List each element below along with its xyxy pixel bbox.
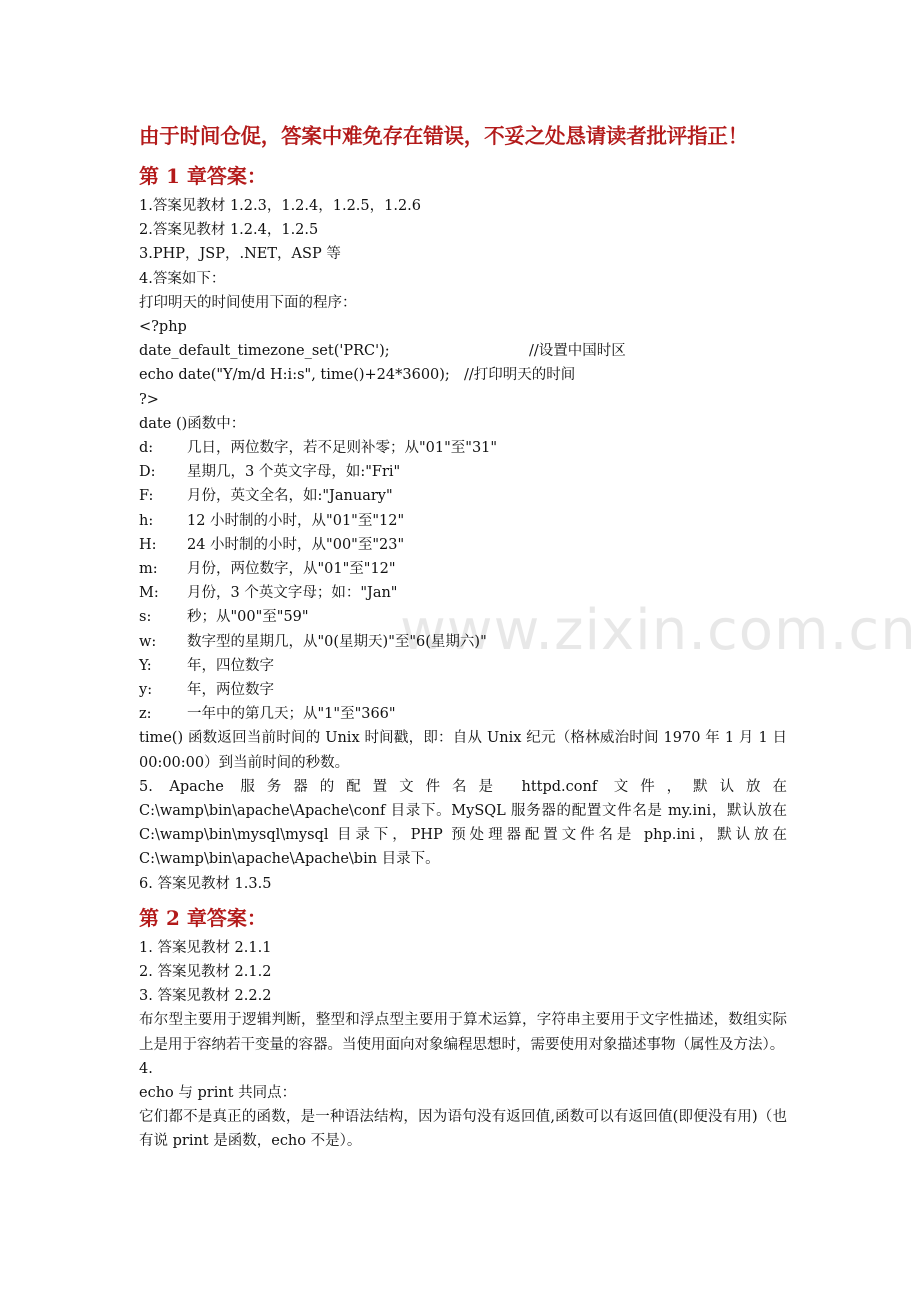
date-function-intro: date ()函数中：	[139, 415, 246, 432]
format-desc: 秒；从"00"至"59"	[187, 609, 309, 626]
format-desc: 星期几，3 个英文字母，如:"Fri"	[187, 464, 401, 481]
echo-print-heading: echo 与 print 共同点：	[139, 1085, 297, 1102]
format-row	[139, 678, 787, 702]
code-comment: //设置中国时区	[529, 343, 626, 360]
time-function-paragraph: time() 函数返回当前时间的 Unix 时间戳，即：自从 Unix 纪元（格林威治时间 1970 年 1 月 1 日 00:00:00）到当前时间的秒数。	[139, 730, 788, 771]
answer-line: 4.	[139, 1060, 153, 1077]
chapter-2-title: 第 2 章答案：	[139, 905, 267, 930]
document-page	[139, 118, 787, 1154]
format-row	[139, 436, 787, 460]
format-desc: 数字型的星期几，从"0(星期天)"至"6(星期六)"	[187, 633, 487, 650]
format-key: m:	[139, 561, 158, 578]
format-desc: 24 小时制的小时，从"00"至"23"	[187, 536, 405, 553]
format-desc: 月份，两位数字，从"01"至"12"	[187, 561, 396, 578]
format-desc: 年，两位数字	[187, 682, 274, 699]
format-row	[139, 557, 787, 581]
format-row	[139, 533, 787, 557]
format-row	[139, 509, 787, 533]
answer-line: 1. 答案见教材 2.1.1	[139, 939, 272, 956]
format-row	[139, 654, 787, 678]
answer-line: 3.PHP，JSP，.NET，ASP 等	[139, 246, 341, 263]
format-desc: 几日，两位数字，若不足则补零；从"01"至"31"	[187, 440, 498, 456]
format-desc: 一年中的第几天；从"1"至"366"	[187, 706, 396, 723]
format-key: h:	[139, 512, 154, 529]
notice-heading: 由于时间仓促，答案中难免存在错误，不妥之处恳请读者批评指正！	[139, 124, 748, 148]
format-desc: 月份，英文全名，如:"January"	[187, 488, 393, 505]
answer-line: 3. 答案见教材 2.2.2	[139, 988, 272, 1005]
format-row	[139, 702, 787, 726]
data-types-paragraph: 布尔型主要用于逻辑判断，整型和浮点型主要用于算术运算，字符串主要用于文字性描述，数组实际上是用于容纳若干变量的容器。当使用面向对象编程思想时，需要使用对象描述事物（属性及方法）。	[139, 1012, 787, 1053]
format-key: M:	[139, 585, 159, 602]
format-key: Y:	[139, 657, 152, 674]
format-key: D:	[139, 464, 156, 481]
format-key: s:	[139, 609, 152, 626]
format-desc: 年，四位数字	[187, 657, 274, 674]
answer-line: 打印明天的时间使用下面的程序：	[139, 294, 357, 311]
code-line	[139, 339, 787, 363]
code-open-tag: <?php	[139, 319, 187, 336]
answer-line: 2. 答案见教材 2.1.2	[139, 964, 272, 981]
answer-line: 6. 答案见教材 1.3.5	[139, 875, 272, 892]
chapter-1-section	[139, 158, 787, 896]
format-key: H:	[139, 536, 157, 553]
format-key: z:	[139, 706, 152, 723]
format-row	[139, 605, 787, 629]
format-desc: 月份，3 个英文字母；如："Jan"	[187, 585, 398, 602]
format-row	[139, 484, 787, 508]
chapter-2-section	[139, 900, 787, 1154]
format-key: F:	[139, 488, 154, 505]
code-comment: //打印明天的时间	[464, 367, 576, 384]
answer-line: 1.答案见教材 1.2.3，1.2.4，1.2.5，1.2.6	[139, 198, 422, 214]
date-format-list	[139, 436, 787, 726]
code-text: echo date("Y/m/d H:i:s", time()+24*3600);	[139, 367, 450, 384]
watermark: www.zixin.com.cn	[400, 598, 917, 663]
format-row	[139, 630, 787, 654]
format-row	[139, 460, 787, 484]
config-files-paragraph: 5. Apache 服务器的配置文件名是 httpd.conf 文件，默认放在 C:\wamp\bin\apache\Apache\conf 目录下。MySQL 服务器的配置文件名是 my.ini，默认放在 C:\wamp\bin\mysql\mysql 目录下，PHP 预处理器配置文件名是 php.ini，默认放在 C:\wamp\bin\apache\Apache\bin 目录下。	[139, 778, 787, 868]
answer-line: 2.答案见教材 1.2.4，1.2.5	[139, 222, 319, 239]
chapter-1-title: 第 1 章答案：	[139, 164, 267, 188]
format-key: y:	[139, 682, 153, 699]
code-line	[139, 363, 787, 387]
code-text: date_default_timezone_set('PRC');	[139, 343, 390, 360]
format-row	[139, 581, 787, 605]
echo-print-paragraph: 它们都不是真正的函数，是一种语法结构，因为语句没有返回值,函数可以有返回值(即便没有用)（也有说 print 是函数，echo 不是）。	[139, 1109, 787, 1150]
code-close-tag: ?>	[139, 391, 159, 408]
answer-line: 4.答案如下：	[139, 270, 226, 287]
format-key: w:	[139, 633, 157, 650]
format-desc: 12 小时制的小时，从"01"至"12"	[187, 512, 405, 529]
format-key: d:	[139, 440, 154, 456]
